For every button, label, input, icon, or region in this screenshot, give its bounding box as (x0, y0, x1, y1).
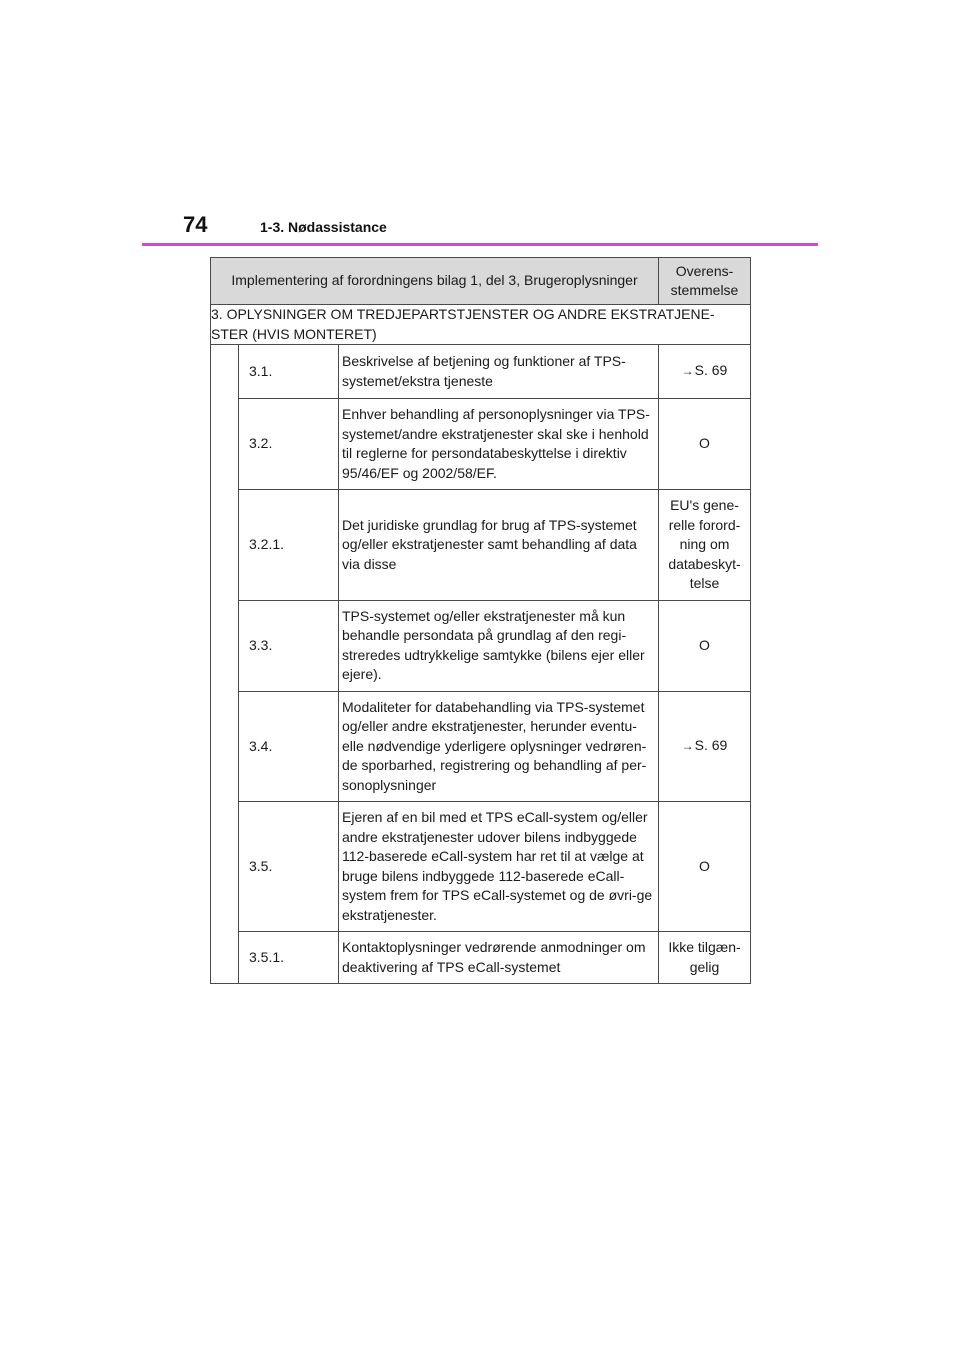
conformity-value: EU's gene-relle forord-ning om databeskyt-telse (668, 497, 741, 591)
column-header-requirement: Implementering af forordningens bilag 1, del 3, Brugeroplysninger (211, 258, 659, 305)
page-reference-link[interactable]: S. 69 (694, 737, 728, 753)
row-description: Beskrivelse af betjening og funktioner af TPS-systemet/ekstra tjeneste (339, 345, 659, 399)
conformity-value: Ikke tilgæn-gelig (668, 939, 741, 975)
arrow-right-icon: → (681, 364, 693, 379)
table-row (211, 490, 751, 601)
table-body (211, 345, 751, 984)
row-conformity (659, 932, 751, 984)
row-number: 3.5.1. (239, 932, 339, 984)
conformity-value: O (699, 435, 710, 452)
conformity-value: O (699, 636, 710, 653)
indent-cell (211, 345, 239, 984)
row-conformity[interactable] (659, 691, 751, 802)
row-description: TPS-systemet og/eller ekstratjenester må kun behandle persondata på grundlag af den regi-streredes udtrykkelige samtykke (bilens ejer eller ejere). (339, 600, 659, 691)
row-description: Modaliteter for databehandling via TPS-systemet og/eller andre ekstratjenester, herunder eventu-elle nødvendige yderligere oplysninger vedrøren-de sporbarhed, registrering og behandling af per-sonoplysninger (339, 691, 659, 802)
row-conformity[interactable] (659, 345, 751, 399)
table-row (211, 802, 751, 932)
table-row (211, 399, 751, 490)
row-conformity (659, 600, 751, 691)
row-description: Kontaktoplysninger vedrørende anmodninger om deaktivering af TPS eCall-systemet (339, 932, 659, 984)
table-row (211, 345, 751, 399)
row-number: 3.4. (239, 691, 339, 802)
table-row (211, 600, 751, 691)
row-number: 3.2. (239, 399, 339, 490)
conformity-value: O (699, 857, 710, 874)
table-row (211, 932, 751, 984)
row-number: 3.2.1. (239, 490, 339, 601)
row-description: Det juridiske grundlag for brug af TPS-systemet og/eller ekstratjenester samt behandling af data via disse (339, 490, 659, 601)
header-divider (142, 243, 818, 246)
row-conformity (659, 490, 751, 601)
page-reference-link[interactable]: S. 69 (694, 362, 728, 379)
row-number: 3.5. (239, 802, 339, 932)
row-conformity (659, 802, 751, 932)
row-conformity (659, 399, 751, 490)
requirements-table (210, 257, 751, 984)
table-row (211, 691, 751, 802)
page-number: 74 (183, 212, 208, 237)
row-description: Ejeren af en bil med et TPS eCall-system og/eller andre ekstratjenester udover bilens indbyggede 112-baserede eCall-system har ret til at vælge at bruge bilens indbyggede 112-baserede eCall-system frem for TPS eCall-systemet og de øvri-ge ekstratjenester. (339, 802, 659, 932)
row-number: 3.1. (239, 345, 339, 399)
row-number: 3.3. (239, 600, 339, 691)
arrow-right-icon: → (681, 739, 693, 753)
column-header-conformity: Overens-stemmelse (659, 258, 751, 305)
section-heading-row (211, 305, 751, 345)
section-title: 1-3. Nødassistance (260, 219, 387, 235)
section-heading: 3. OPLYSNINGER OM TREDJEPARTSTJENSTER OG ANDRE EKSTRATJENE-STER (HVIS MONTERET) (211, 305, 751, 345)
row-description: Enhver behandling af personoplysninger via TPS-systemet/andre ekstratjenester skal ske i henhold til reglerne for persondatabeskyttelse i direktiv 95/46/EF og 2002/58/EF. (339, 399, 659, 490)
table-header-row (211, 258, 751, 305)
